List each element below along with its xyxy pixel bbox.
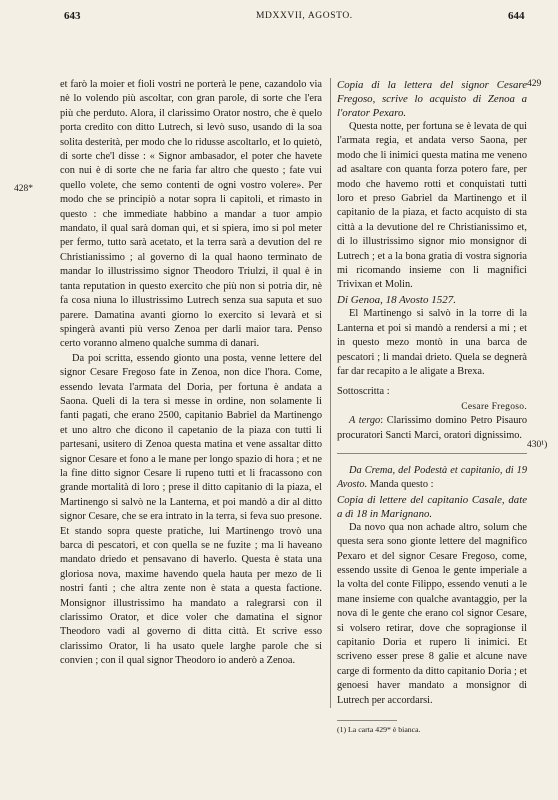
right-page-number: 644 [508,10,525,22]
crema-heading-rest: Manda questo : [367,479,434,491]
left-paragraph-2: Da poi scritta, essendo gionto una posta, venne lettere del signor Cesare Fregoso fate in Zenoa, non dice l'hora. Come, essendo levata l'armata del Doria, per fortuna è andata a Saona. Queli di la tera si messe in ordine, non solamente li fanti pagati, che erano 2500, capitanio Babriel da Martinengo et uno altro che dicono il capetanio de la piaza con tutti li partesani, usitero di Zenoa questa matina et vene assaltar ditto signor Cesare et fono a le mane per longo spazio di hora ; et ne la fine ditto signor Cesare li rupeno tutti et li fracassono con grande mortalità di loro ; prese il ditto capitanio di la piaza, el Martinengo si salvò ne la Lanterna, et poi mandò a dir al ditto signor Cesare, che se era intrato in la terra, si feva suo presone. Et stando sopra queste pratiche, lui Martinengo trovò una barca di pescatori, et con quella se ne fuzite ; ma li haveano mandato driedo et pensavano di haverlo. Questa è stata una gloriosa nova, maxime havendo quela hauta per mezo de li nostri fanti ; che altra zente non è stata a questa factione. Monsignor illustrissimo ha mandato a ralegrarsi con il clarissimo Orator, et dice voler che damatina el signor Theodoro vadi al governo di ditta città. Et scrive esso clarissimo Orator, li ha usato quele larghe parole che si convien ; con il qual signor Theodoro io anderò a Zenoa. [60,352,322,667]
letter-title-1: Copia di la lettera del signor Cesare Fregoso, scrive lo acquisto di Zenoa a l'orator Pexaro. [337,79,527,119]
margin-note-right-1: 429 [527,79,542,89]
running-header [0,10,558,32]
section-rule [337,453,527,454]
subscription-label: Sottoscritta : [337,386,390,398]
right-paragraph-3: Da novo qua non achade altro, solum che questa sera sono gionte lettere del magnifico Pexaro et del signor Cesare Fregoso, come, essendo ussite di Genoa le gente imperiale a la volta del conte Filippo, essendo venuti a le mane insieme con qualche avantaggio, per la nova di le gente che erano col signor Cesare, si volsero retirar, dove che sopragionse il capitanio Doria et rupero li inimici. Et scriveno esser prese 8 galie et alcune nave carge di formento da ditto capitanio Doria ; et genoesi haver mandato a monsignor di Lutrech per accordarsi. [337,521,527,706]
letter-title-2: Copia di lettere del capitanio Casale, date a dì 18 in Marignano. [337,493,527,520]
left-column [60,78,322,669]
crema-heading: Da Crema, del Podestà et capitanio, di 19 Avosto. [337,464,527,491]
right-paragraph-2: El Martinengo si salvò in la torre di la Lanterna et poi si mandò a rendersi a mi ; et in questo mezo montò in una barca de pescatori ; li mandai drieto. Quela se degnerà far dar recapito a le aligate a Brexa. [337,308,527,377]
running-title: MDXXVII, AGOSTO. [256,11,353,21]
footnote: (1) La carta 429* è bianca. [337,725,421,735]
footnote-rule [337,720,397,721]
margin-note-left: 428* [14,184,33,194]
tergo-text: : Clarissimo domino Petro Pisauro procuratori Sancti Marci, oratori dignissimo. [337,415,527,441]
right-paragraph-1: Questa notte, per fortuna se è levata de qui l'armata regia, et andata verso Saona, per modo che li inimici questa matina me veneno ad asaltare con quanta forza potero fare, per modo che havemo rotti et conquistati tutti loro et preso Gabriel da Martinengo et il capitanio de la piaza, et facto acquisto di sta città a la devutione del re Christianissimo et, di lo illustrissimo signor mio monsignor di Lutrech ; et a la bona gratia di vostra signoria mi ricomando insieme con li magnifici Trivixan et Molin. [337,121,527,291]
signature: Cesare Fregoso. [461,401,527,412]
column-divider [330,78,331,708]
right-column [337,78,527,735]
left-paragraph-1: et farò la moier et fioli vostri ne porterà le pene, cazandolo via nè lo volendo più ascoltar, con gran parole, di sorte che l'era più che perduto. Alora, il clarissimo Orator nostro, che è quelo porta credito con ditto Lutrech, si levò suso, usando di la soa solita desterità, per modo che lo ridusse ascoltarlo, et lo quietò, di sorte che'l disse : « Signor ambasador, el poter che havete con nui è di sorte che ne faria far altro che questo ; fate vui quello volete, che semo contenti de ogni vostro volere». Per modo che se principiò a notar sopra li capitoli, et rimasto in questo : che immediate habbino a mandar a tuor ampio mandato, il qual sarà doman qui, et si spiera, imo si pol meter per fermo, tutto sarà acetato, et la terra sarà a devution del re Christianissimo ; al governo di la qual haono terminato de mandar lo illustrissimo signor Theodoro Triulzi, il qual è in tanta reputation in questo exercito che più non si potria dir, nè fa cosa niuna lo illustrissimo Lutrech senza sua saputa et suo parere. Damatina avanti giorno lo exercito si levarà et si spingerà avanti più verso Zenoa per darli maior tara. Penso certo voranno almeno qualche summa di danari. [60,79,322,350]
letter-date: Di Genoa, 18 Avosto 1527. [337,293,456,306]
tergo-label: A tergo [349,415,381,427]
margin-note-right-2: 430¹) [527,440,548,450]
left-page-number: 643 [64,10,81,22]
